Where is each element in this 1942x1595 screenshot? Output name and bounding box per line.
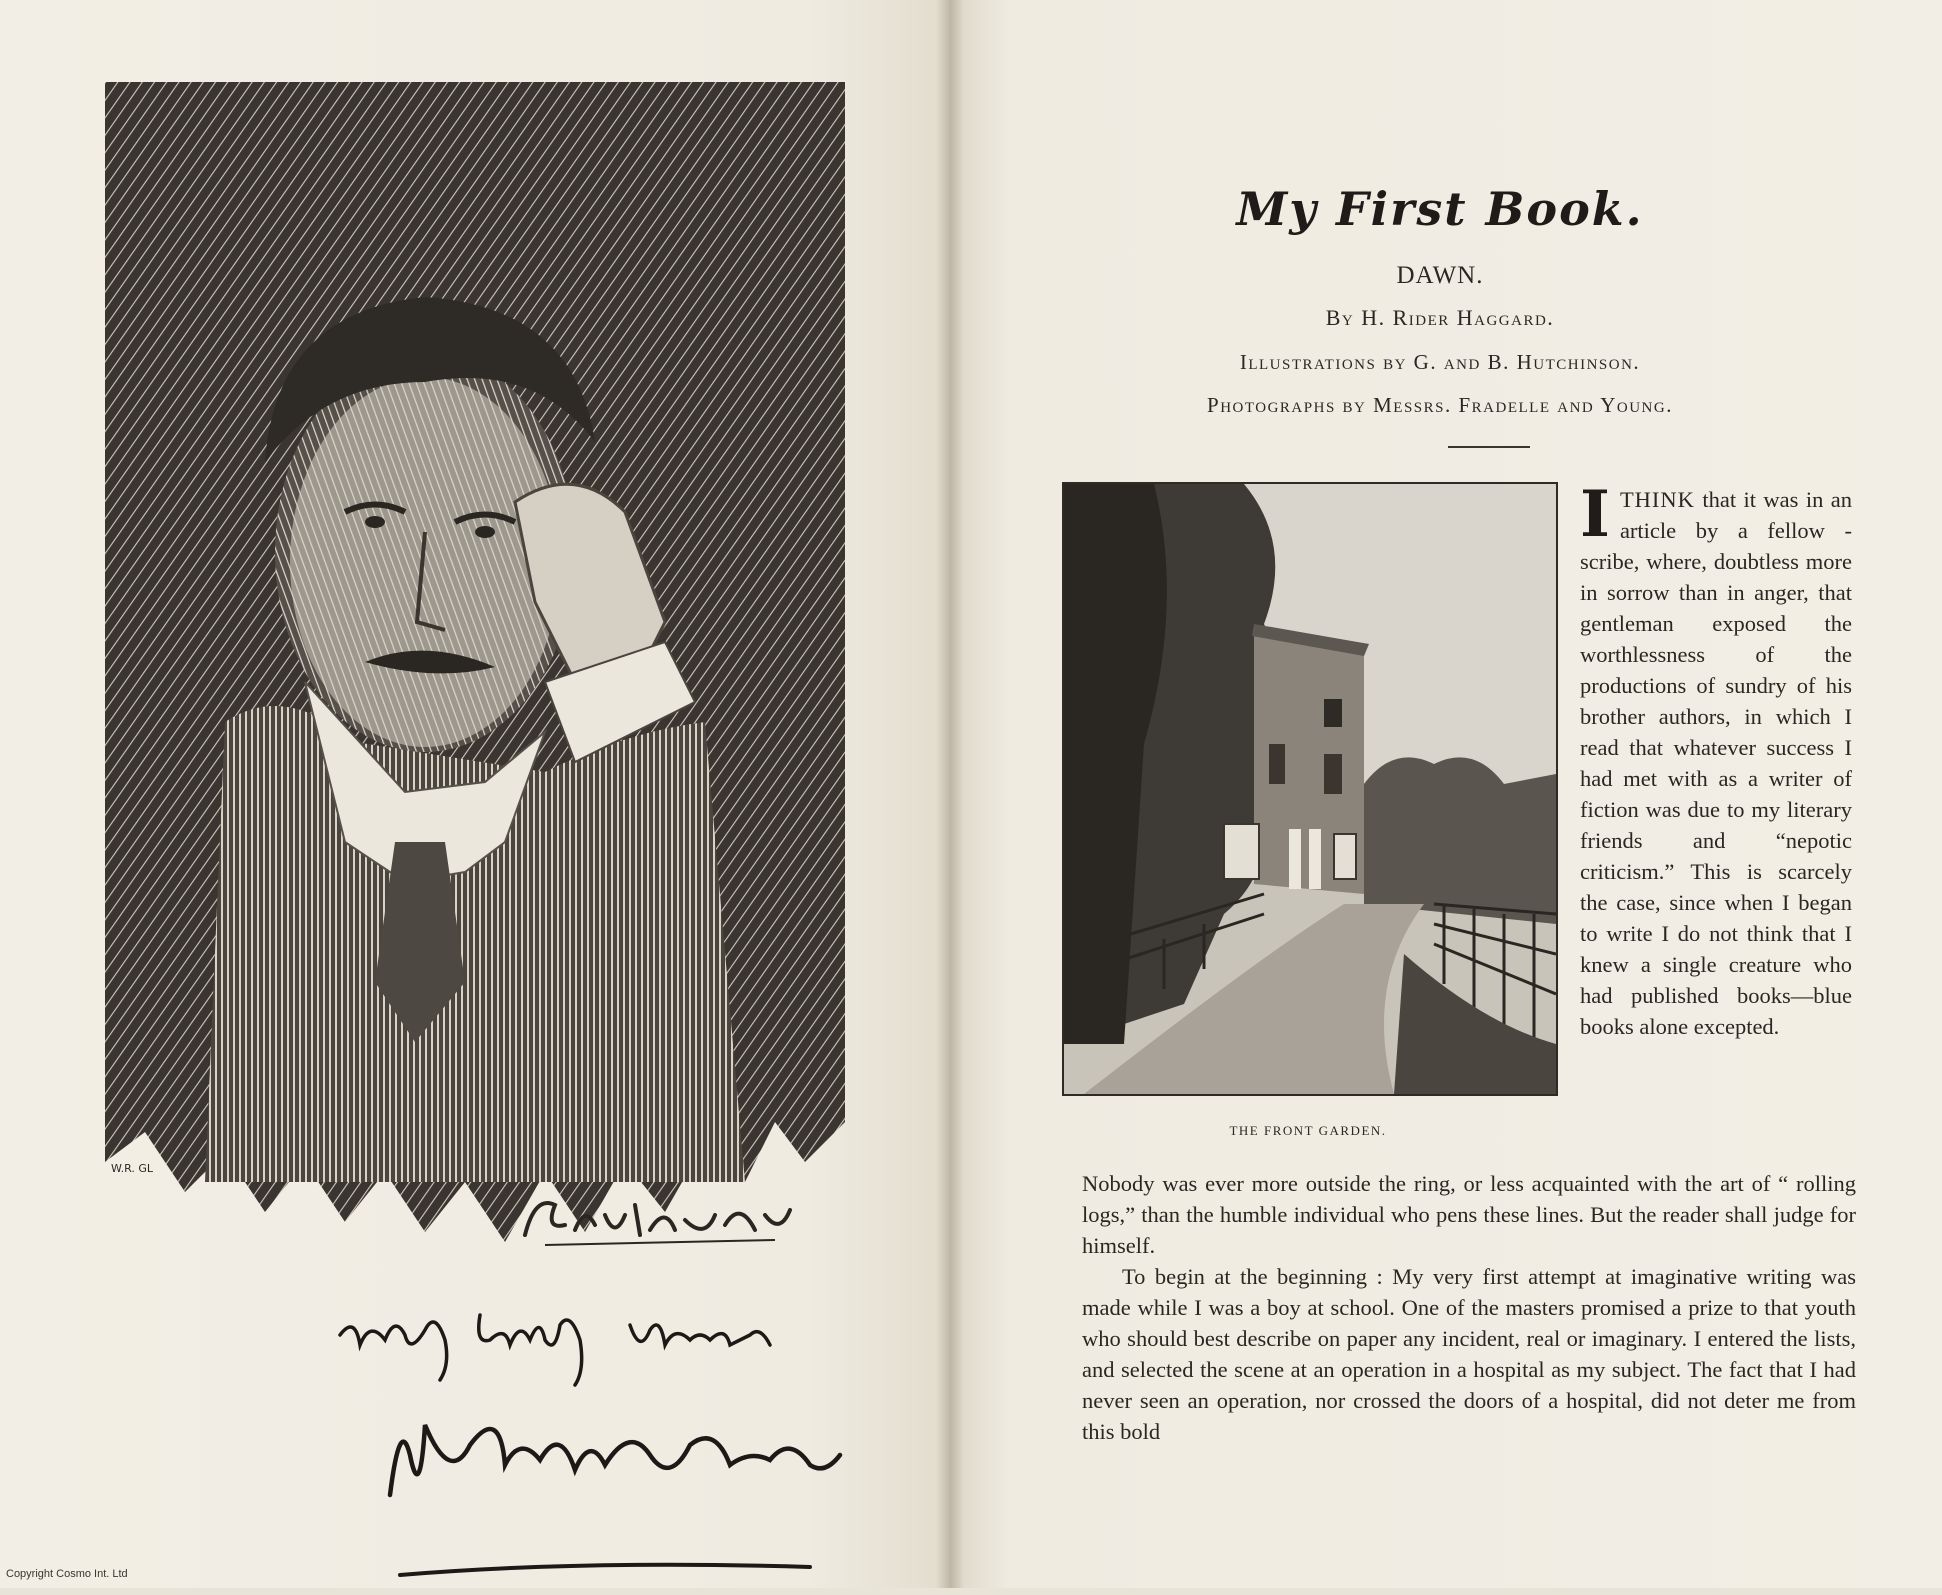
- article-column-narrow: [1580, 477, 1852, 1042]
- article-subtitle: DAWN.: [1396, 262, 1484, 289]
- illustrations-credit: Illustrations by G. and B. Hutchinson.: [1239, 350, 1641, 374]
- paragraph-1-continued: Nobody was ever more outside the ring, or less acquainted with the art of “ rolling logs,” than the humble individual who pens these lines. But the reader shall judge for himself.: [1082, 1171, 1856, 1258]
- paragraph-2: To begin at the beginning : My very first attempt at imaginative writing was made while I was a boy at school. One of the masters promised a prize to that youth who should best describe on paper any incident, real or imaginary. I entered the lists, and selected the scene at an operation in a hospital as my subject. The fact that I had never seen an operation, nor crossed the doors of a hospital, did not deter me from this bold: [1082, 1264, 1856, 1444]
- article-column-wide: [1082, 1168, 1856, 1447]
- book-gutter: [936, 0, 964, 1588]
- portrait-illustration: [105, 82, 845, 1242]
- photo-caption: THE FRONT GARDEN.: [1229, 1123, 1387, 1138]
- engraver-mark: W.R. GL: [111, 1162, 154, 1175]
- title-rule: [1448, 446, 1530, 448]
- photographs-credit: Photographs by Messrs. Fradelle and Young.: [1207, 393, 1673, 417]
- copyright-notice: Copyright Cosmo Int. Ltd: [6, 1568, 128, 1580]
- artist-signature: [515, 1185, 795, 1255]
- front-garden-photo: [1062, 482, 1558, 1096]
- article-title: My First Book.: [1236, 182, 1644, 236]
- paragraph-1-narrow: that it was in an article by a fellow - scribe, where, doubtless more in sorrow than in anger, that gentleman exposed the worthlessness of the productions of sundry of his brother authors, in which I read that whatever success I had met with as a writer of fiction was due to my literary friends and “nepotic criticism.” This is scarcely the case, since when I began to write I do not think that I knew a single creature who had published books—blue books alone excepted.: [1580, 487, 1852, 1039]
- byline: By H. Rider Haggard.: [1325, 305, 1555, 330]
- handwritten-signature: [330, 1285, 870, 1595]
- drop-cap: I: [1580, 477, 1610, 552]
- lead-word: THINK: [1619, 487, 1695, 512]
